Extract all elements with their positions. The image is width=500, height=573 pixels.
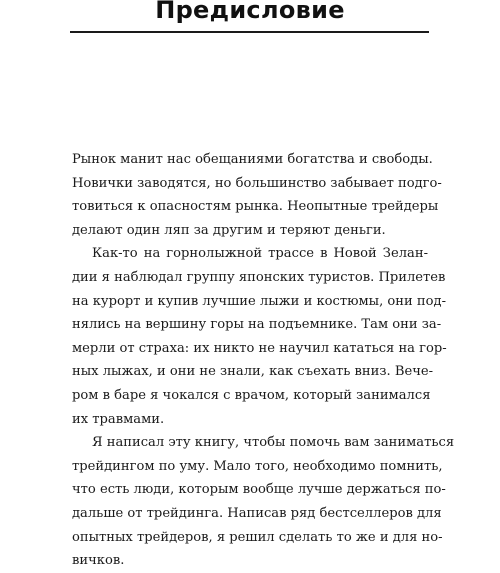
page-title: Предисловие — [155, 0, 345, 24]
text-line: ром в баре я чокался с врачом, который занимался — [72, 387, 431, 403]
text-line: товиться к опасностям рынка. Неопытные трейдеры — [72, 199, 439, 215]
text-line: делают один ляп за другим и теряют деньги. — [72, 222, 386, 238]
title-underline — [70, 31, 429, 33]
paragraph-2 — [72, 242, 447, 431]
text-line: на курорт и купив лучшие лыжи и костюмы, они под- — [72, 293, 447, 309]
text-line: мерли от страха: их никто не научил кататься на гор- — [72, 340, 447, 356]
paragraph-3 — [72, 431, 455, 573]
text-line: опытных трейдеров, я решил сделать то же и для но- — [72, 529, 443, 545]
body-text — [72, 148, 455, 573]
text-line: ных лыжах, и они не знали, как съехать вниз. Вече- — [72, 364, 434, 380]
text-line: вичков. — [72, 553, 125, 569]
text-line: трейдингом по уму. Мало того, необходимо помнить, — [72, 458, 443, 474]
text-line: Новички заводятся, но большинство забывает подго- — [72, 175, 442, 191]
text-line: дии я наблюдал группу японских туристов. Прилетев — [72, 269, 446, 285]
text-line: дальше от трейдинга. Написав ряд бестселлеров для — [72, 505, 442, 521]
paragraph-1 — [72, 148, 442, 242]
text-line: Я написал эту книгу, чтобы помочь вам заниматься — [92, 435, 455, 451]
text-line: их травмами. — [72, 411, 165, 427]
text-line: Как-то на горнолыжной трассе в Новой Зелан- — [92, 246, 428, 262]
text-line: Рынок манит нас обещаниями богатства и свободы. — [72, 152, 433, 167]
text-line: что есть люди, которым вообще лучше держаться по- — [72, 482, 446, 498]
text-line: нялись на вершину горы на подъемнике. Там они за- — [72, 317, 442, 333]
